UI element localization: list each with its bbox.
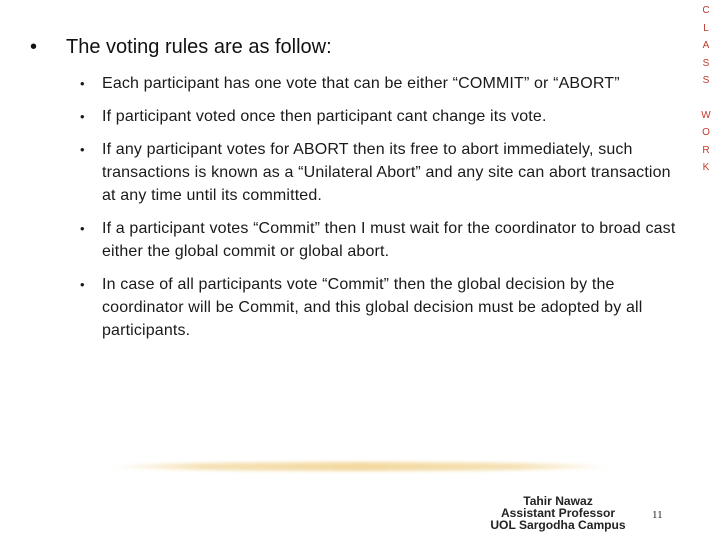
footer-divider	[110, 462, 610, 471]
side-label-class-work	[695, 2, 717, 177]
side-letter: W	[701, 109, 711, 121]
bullet-text: If any participant votes for ABORT then its free to abort immediately, such transactions is known as a “Unilateral Abort” and any site can abort transaction at any time until its committed.	[102, 141, 671, 204]
footer-name: Tahir Nawaz	[523, 496, 593, 508]
slide-title-text: The voting rules are as follow:	[66, 36, 332, 58]
bullet-list	[80, 72, 680, 342]
bullet-text: In case of all participants vote “Commit” then the global decision by the coordinator will be Commit, and this global decision must be adopted by all participants.	[102, 276, 643, 339]
side-letter: S	[702, 75, 710, 86]
side-letter: C	[702, 5, 710, 16]
side-letter: S	[702, 57, 710, 69]
bullet-item	[80, 138, 680, 207]
bullet-item	[80, 217, 680, 263]
page-number: 11	[652, 509, 663, 521]
bullet-item	[80, 273, 680, 342]
bullet-text: If a participant votes “Commit” then I must wait for the coordinator to broad cast either the global commit or global abort.	[102, 220, 676, 260]
bullet-item	[80, 105, 680, 128]
bullet-text: Each participant has one vote that can be either “COMMIT” or “ABORT”	[102, 75, 620, 92]
bullet-dot: •	[80, 142, 85, 157]
bullet-dot: •	[80, 76, 85, 91]
side-letter: R	[702, 144, 710, 156]
side-letter: K	[702, 162, 710, 173]
footer-signature	[474, 496, 642, 532]
side-letter: A	[702, 40, 710, 51]
side-letter: L	[703, 22, 709, 34]
slide-title	[30, 36, 332, 59]
bullet-item	[80, 72, 680, 95]
footer-role: Assistant Professor	[500, 508, 616, 520]
side-letter: O	[702, 127, 710, 138]
bullet-dot: •	[80, 221, 85, 236]
footer-campus: UOL Sargodha Campus	[490, 520, 626, 532]
bullet-text: If participant voted once then participant cant change its vote.	[102, 108, 547, 125]
bullet-dot: •	[80, 109, 85, 124]
title-bullet: •	[30, 36, 38, 58]
bullet-dot: •	[80, 277, 85, 292]
